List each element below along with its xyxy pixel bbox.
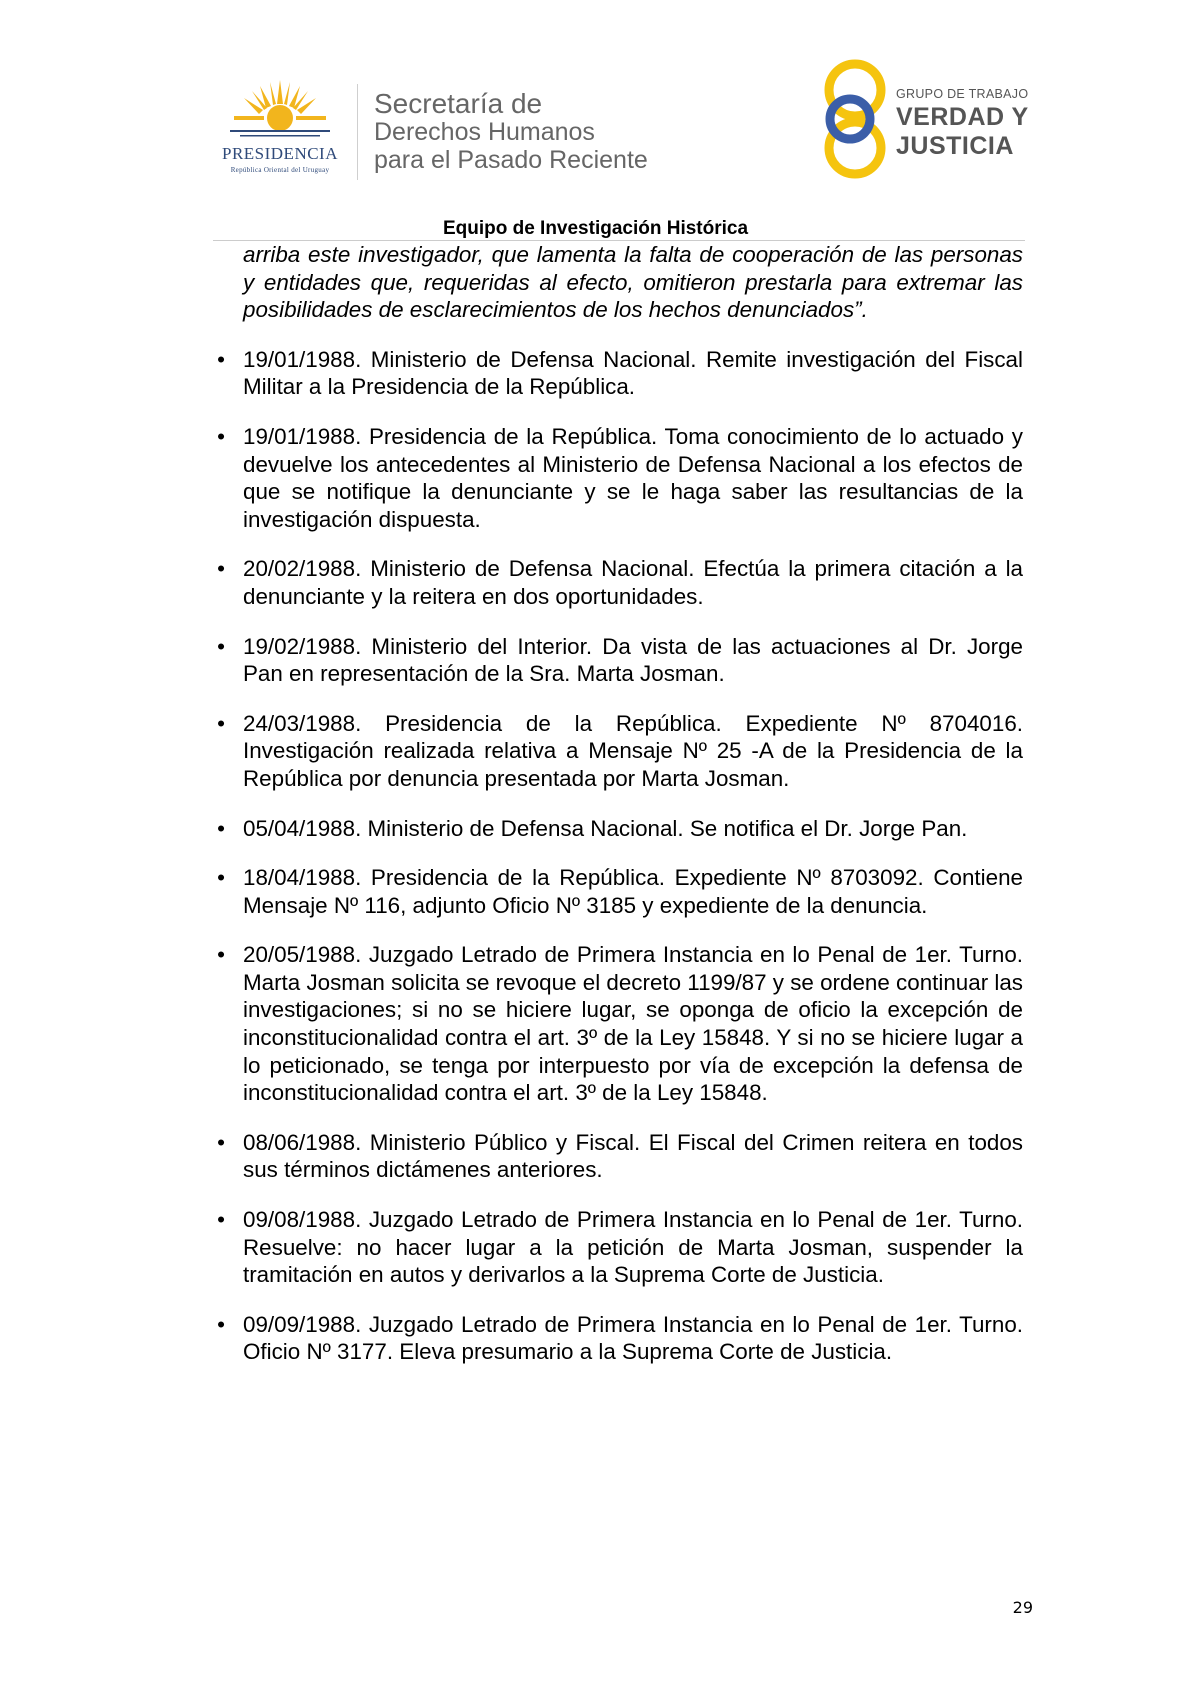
presidencia-logo xyxy=(196,78,364,178)
list-item-text: 18/04/1988. Presidencia de la República. Expediente Nº 8703092. Contiene Mensaje Nº 116, adjunto Oficio Nº 3185 y expediente de la denuncia. xyxy=(243,865,1023,918)
header-title: Equipo de Investigación Histórica xyxy=(442,218,749,239)
list-item xyxy=(217,633,1023,688)
list-item-text: 19/02/1988. Ministerio del Interior. Da vista de las actuaciones al Dr. Jorge Pan en representación de la Sra. Marta Josman. xyxy=(243,633,1023,687)
page-number: 29 xyxy=(1012,1598,1033,1617)
secretaria-line-1: Secretaría de xyxy=(374,88,543,119)
bullet-icon: • xyxy=(217,710,225,736)
list-item-text: 09/09/1988. Juzgado Letrado de Primera Instancia en lo Penal de 1er. Turno. Oficio Nº 3177. Eleva presumario a la Suprema Corte de Justicia. xyxy=(243,1311,1023,1365)
secretaria-logo-text xyxy=(374,90,648,174)
sun-emblem-icon xyxy=(230,78,330,140)
list-item-text: 08/06/1988. Ministerio Público y Fiscal. El Fiscal del Crimen reitera en todos sus términos dictámenes anteriores. xyxy=(243,1129,1023,1183)
verdad-justicia-text xyxy=(896,88,1029,159)
presidencia-subtitle: República Oriental del Uruguay xyxy=(230,166,330,174)
logo-divider xyxy=(357,84,358,180)
list-item-text: 19/01/1988. Presidencia de la República. Toma conocimiento de lo actuado y devuelve los antecedentes al Ministerio de Defensa Nacional a los efectos de que se notifique la denunciante y se le haga saber las resultancias de la investigación dispuesta. xyxy=(243,423,1023,532)
bullet-icon: • xyxy=(217,556,225,582)
bullet-icon: • xyxy=(217,815,225,841)
secretaria-line-2: Derechos Humanos xyxy=(374,118,595,146)
list-item-text: 09/08/1988. Juzgado Letrado de Primera Instancia en lo Penal de 1er. Turno. Resuelve: no hacer lugar a la petición de Marta Josman, suspender la tramitación en autos y derivarlos a la Suprema Corte de Justicia. xyxy=(243,1207,1023,1288)
linked-rings-icon xyxy=(820,56,890,182)
list-item xyxy=(217,864,1023,919)
list-item-text: 19/01/1988. Ministerio de Defensa Nacional. Remite investigación del Fiscal Militar a la Presidencia de la República. xyxy=(243,346,1023,400)
quote-continuation: arriba este investigador, que lamenta la falta de cooperación de las personas y entidades que, requeridas al efecto, omitieron prestarla para extremar las posibilidades de esclarecimientos de los hechos denunciados”. xyxy=(243,242,1023,323)
bullet-icon: • xyxy=(217,942,225,968)
list-item xyxy=(217,423,1023,533)
page-header xyxy=(0,0,1191,250)
list-item xyxy=(217,1129,1023,1184)
verdad-justicia-logo xyxy=(820,56,1040,182)
list-item xyxy=(217,710,1023,793)
list-item xyxy=(217,346,1023,401)
bullet-icon: • xyxy=(217,423,225,449)
list-item xyxy=(217,941,1023,1107)
secretaria-line-3: para el Pasado Reciente xyxy=(374,146,648,174)
list-item-text: 24/03/1988. Presidencia de la República. Expediente Nº 8704016. Investigación realizada relativa a Mensaje Nº 25 -A de la Presidencia de la República por denuncia presentada por Marta Josman. xyxy=(243,710,1023,791)
list-item xyxy=(217,555,1023,610)
grupo-trabajo-label: GRUPO DE TRABAJO xyxy=(896,87,1029,101)
bullet-icon: • xyxy=(217,1311,225,1337)
bullet-icon: • xyxy=(217,865,225,891)
list-item-text: 20/02/1988. Ministerio de Defensa Nacional. Efectúa la primera citación a la denunciante y la reitera en dos oportunidades. xyxy=(243,556,1023,609)
bullet-icon: • xyxy=(217,1129,225,1155)
chronology-list xyxy=(217,346,1023,1366)
list-item xyxy=(217,815,1023,843)
bullet-icon: • xyxy=(217,1207,225,1233)
list-item xyxy=(217,1206,1023,1289)
list-item-text: 20/05/1988. Juzgado Letrado de Primera Instancia en lo Penal de 1er. Turno. Marta Josman solicita se revoque el decreto 1199/87 y se ordene continuar las investigaciones; si no se hiciere lugar, se oponga de oficio la excepción de inconstitucionalidad contra el art. 3º de la Ley 15848. Y si no se hiciere lugar a lo peticionado, se tenga por interpuesto por vía de excepción la defensa de inconstitucionalidad contra el art. 3º de la Ley 15848. xyxy=(243,942,1023,1106)
verdad-label: VERDAD Y xyxy=(896,102,1029,131)
bullet-icon: • xyxy=(217,346,225,372)
bullet-icon: • xyxy=(217,633,225,659)
list-item xyxy=(217,1311,1023,1366)
list-item-text: 05/04/1988. Ministerio de Defensa Nacional. Se notifica el Dr. Jorge Pan. xyxy=(243,815,968,841)
presidencia-name: PRESIDENCIA xyxy=(221,144,338,163)
justicia-label: JUSTICIA xyxy=(896,131,1014,160)
document-body xyxy=(217,241,1023,1388)
